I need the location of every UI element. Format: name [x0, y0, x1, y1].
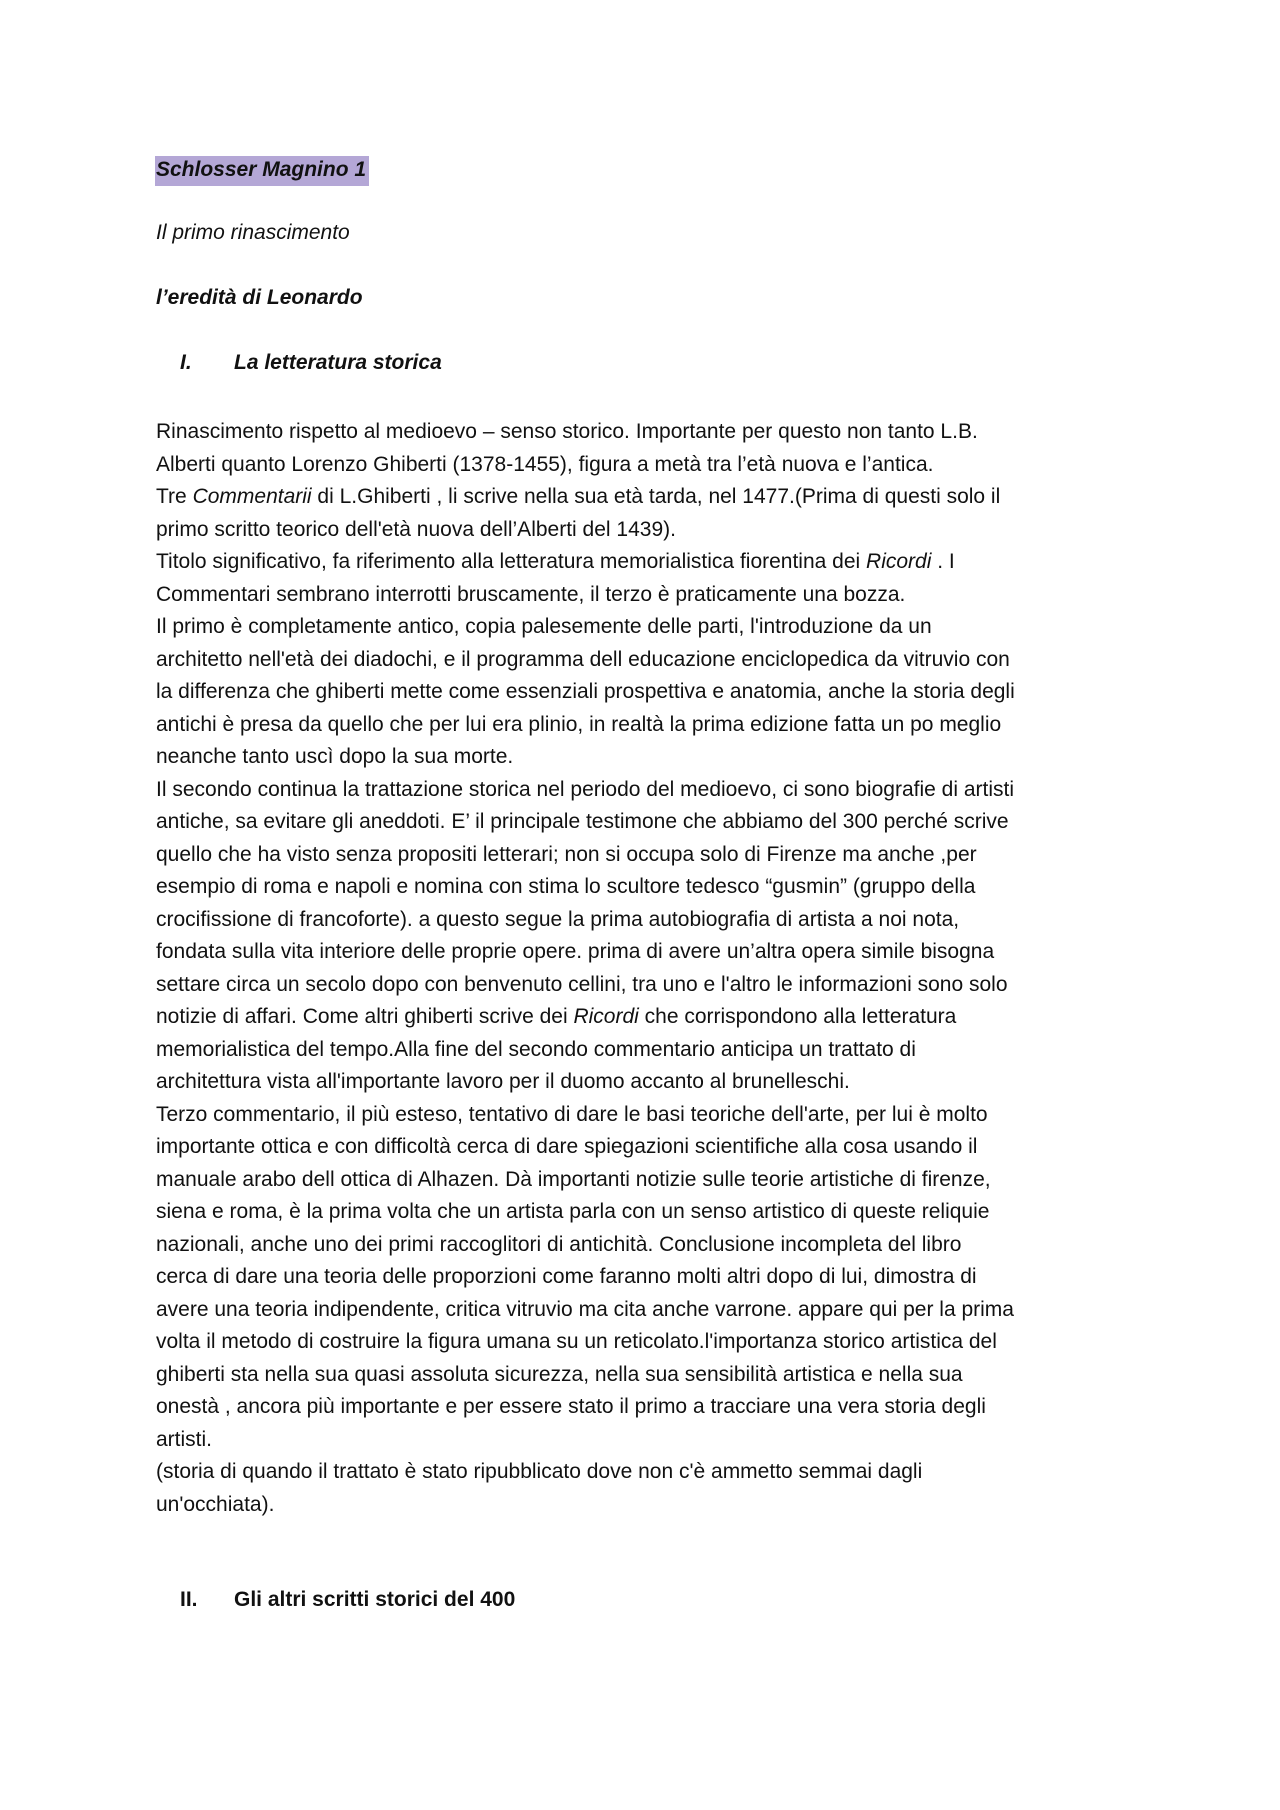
- body-line: architettura vista all'importante lavoro per il duomo accanto al brunelleschi.: [156, 1070, 850, 1093]
- body-line: onestà , ancora più importante e per essere stato il primo a tracciare una vera storia degli: [156, 1395, 986, 1418]
- body-line: fondata sulla vita interiore delle proprie opere. prima di avere un’altra opera simile bisogna: [156, 940, 995, 963]
- body-line: Il primo è completamente antico, copia palesemente delle parti, l'introduzione da un: [156, 615, 932, 638]
- body-line: neanche tanto uscì dopo la sua morte.: [156, 745, 514, 768]
- body-line: siena e roma, è la prima volta che un artista parla con un senso artistico di queste reliquie: [156, 1200, 990, 1223]
- body-line: esempio di roma e napoli e nomina con stima lo scultore tedesco “gusmin” (gruppo della: [156, 875, 976, 898]
- emphasized-title: Ricordi: [866, 550, 932, 573]
- body-line-text: di L.Ghiberti , li scrive nella sua età tarda, nel 1477.(Prima di questi solo il: [311, 485, 1001, 508]
- body-line: un'occhiata).: [156, 1492, 275, 1516]
- document-subtitle: Il primo rinascimento: [156, 221, 350, 244]
- body-line: quello che ha visto senza propositi letterari; non si occupa solo di Firenze ma anche ,per: [156, 842, 977, 866]
- body-line: (storia di quando il trattato è stato ripubblicato dove non c'è ammetto semmai dagli: [156, 1460, 923, 1483]
- body-line: Rinascimento rispetto al medioevo – senso storico. Importante per questo non tanto L.B.: [156, 420, 978, 443]
- body-line: memorialistica del tempo.Alla fine del secondo commentario anticipa un trattato di: [156, 1037, 916, 1061]
- body-line-text: Titolo significativo, fa riferimento alla letteratura memorialistica fiorentina dei: [156, 550, 867, 573]
- section-number: I.: [180, 351, 192, 374]
- body-line: Il secondo continua la trattazione storica nel periodo del medioevo, ci sono biografie di artisti: [156, 777, 1014, 801]
- body-line: Commentari sembrano interrotti bruscamente, il terzo è praticamente una bozza.: [156, 582, 906, 606]
- body-line-text: che corrispondono alla letteratura: [638, 1005, 957, 1028]
- body-line: settare circa un secolo dopo con benvenuto cellini, tra uno e l'altro le informazioni sono solo: [156, 972, 1008, 996]
- body-line: cerca di dare una teoria delle proporzioni come faranno molti altri dopo di lui, dimostra di: [156, 1265, 977, 1288]
- body-line-text: Tre: [156, 485, 193, 508]
- body-line: crocifissione di francoforte). a questo segue la prima autobiografia di artista a noi nota,: [156, 907, 960, 931]
- body-line: la differenza che ghiberti mette come essenziali prospettiva e anatomia, anche la storia degli: [156, 680, 1015, 703]
- body-line: manuale arabo dell ottica di Alhazen. Dà importanti notizie sulle teorie artistiche di firenze,: [156, 1167, 991, 1191]
- body-line: nazionali, anche uno dei primi raccoglitori di antichità. Conclusione incompleta del libro: [156, 1232, 962, 1256]
- body-line: primo scritto teorico dell'età nuova dell’Alberti del 1439).: [156, 517, 676, 541]
- section-heading-1: [180, 350, 442, 376]
- section-title: Gli altri scritti storici del 400: [234, 1588, 516, 1611]
- body-line: artisti.: [156, 1427, 213, 1451]
- body-line: ghiberti sta nella sua quasi assoluta sicurezza, nella sua sensibilità artistica e nella sua: [156, 1362, 963, 1386]
- emphasized-title: Commentarii: [192, 485, 312, 508]
- emphasized-title: Ricordi: [573, 1005, 639, 1028]
- section-heading-2: [180, 1587, 515, 1613]
- body-line-text: . I: [931, 550, 955, 573]
- body-line: architetto nell'età dei diadochi, e il programma dell educazione enciclopedica da vitruvio con: [156, 647, 1010, 671]
- body-line: avere una teoria indipendente, critica vitruvio ma cita anche varrone. appare qui per la prima: [156, 1297, 1014, 1321]
- section-title: La letteratura storica: [234, 351, 442, 374]
- body-line: [156, 546, 1136, 579]
- section-label: l’eredità di Leonardo: [156, 286, 363, 309]
- body-line-text: notizie di affari. Come altri ghiberti scrive dei: [156, 1005, 574, 1028]
- body-line: volta il metodo di costruire la figura umana su un reticolato.l'importanza storico artistica del: [156, 1330, 997, 1353]
- body-line: Alberti quanto Lorenzo Ghiberti (1378-1455), figura a metà tra l’età nuova e l’antica.: [156, 452, 934, 476]
- body-line: antichi è presa da quello che per lui era plinio, in realtà la prima edizione fatta un po meglio: [156, 712, 1002, 736]
- body-line: [156, 481, 1136, 514]
- body-line: importante ottica e con difficoltà cerca di dare spiegazioni scientifiche alla cosa usando il: [156, 1135, 978, 1158]
- document-title: Schlosser Magnino 1: [155, 156, 369, 186]
- body-line: Terzo commentario, il più esteso, tentativo di dare le basi teoriche dell'arte, per lui è molto: [156, 1102, 988, 1126]
- section-number: II.: [180, 1588, 198, 1611]
- body-line: antiche, sa evitare gli aneddoti. E’ il principale testimone che abbiamo del 300 perché scrive: [156, 810, 1009, 833]
- body-line: [156, 1001, 1136, 1034]
- body-text: [156, 416, 1136, 1521]
